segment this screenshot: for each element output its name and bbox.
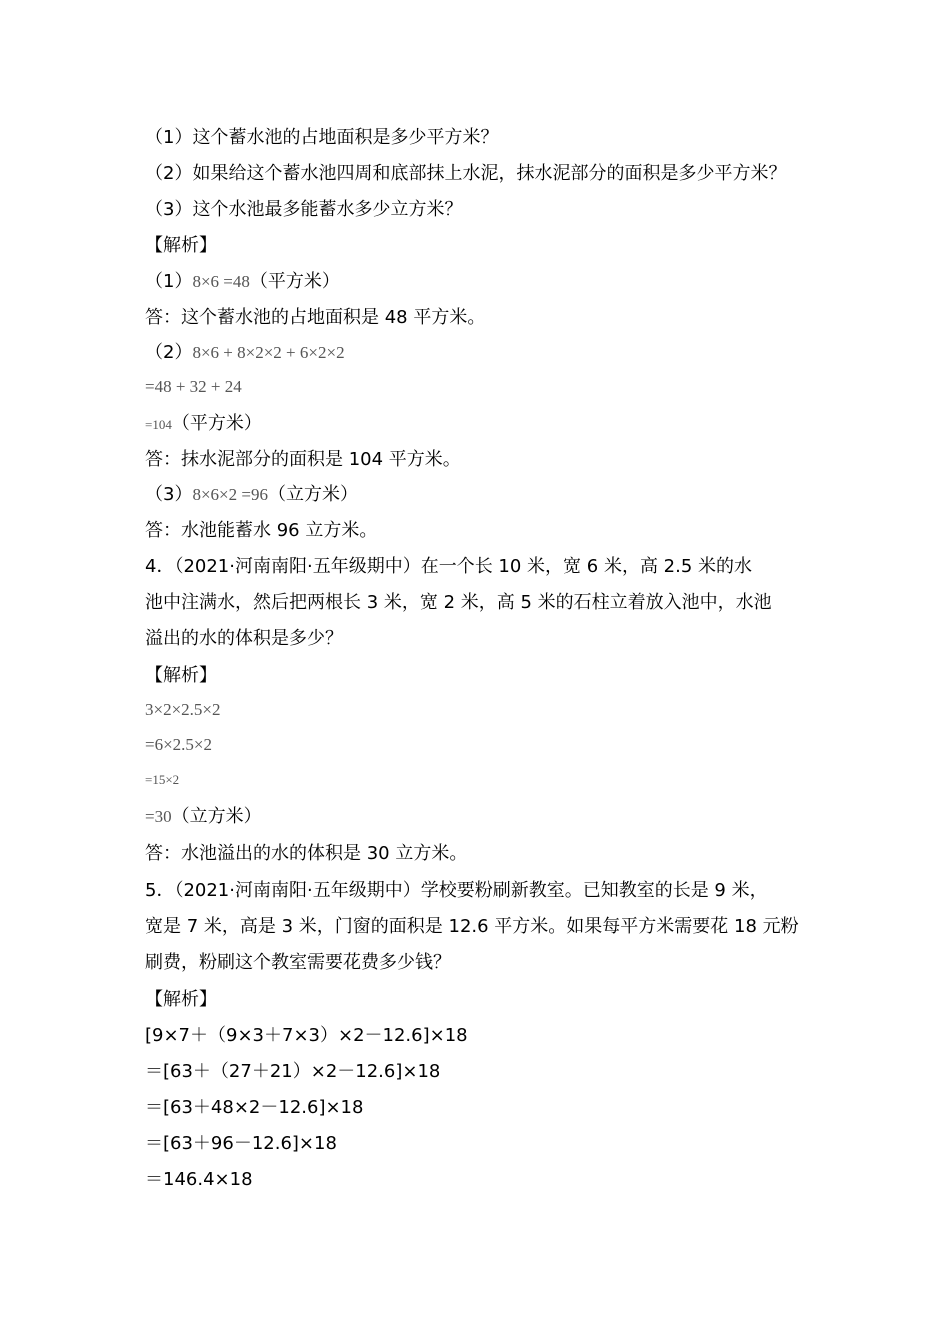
question-5-text: 宽是 7 米，高是 3 米，门窗的面积是 12.6 平方米。如果每平方米需要花 18 元粉 [145,916,799,937]
question-3-part-1: （1）这个蓄水池的占地面积是多少平方米？ [145,127,499,148]
part-label: （2） [145,342,193,363]
math-step: ＝[63＋（27＋21）×2－12.6]×18 [145,1061,441,1082]
part-label: （1） [145,271,193,292]
solution-heading: 【解析】 [145,235,217,256]
math-expression: =6×2.5×2 [145,735,213,754]
answer-part-1: 答：这个蓄水池的占地面积是 48 平方米。 [145,307,486,328]
math-step: ＝[63＋96－12.6]×18 [145,1133,337,1154]
solution-part-1 [145,265,340,299]
math-step: [9×7＋（9×3＋7×3）×2－12.6]×18 [145,1025,468,1046]
unit-label: （平方米） [171,413,262,434]
math-expression: =15×2 [145,772,180,787]
answer-part-2: 答：抹水泥部分的面积是 104 平方米。 [145,449,461,470]
question-4-text: 4．（2021·河南南阳·五年级期中）在一个长 10 米，宽 6 米，高 2.5 米的水 [145,556,753,577]
math-expression: 8×6×2 =96 [192,485,268,504]
math-step [145,370,242,404]
question-4-text: 池中注满水，然后把两根长 3 米，宽 2 米，高 5 米的石柱立着放入池中，水池 [145,592,772,613]
part-label: （3） [145,484,193,505]
math-step [145,407,262,441]
question-5-text: 刷费，粉刷这个教室需要花费多少钱？ [145,952,451,973]
math-expression: =104 [145,417,172,432]
math-step: ＝[63＋48×2－12.6]×18 [145,1097,364,1118]
math-step [145,800,262,834]
unit-label: （立方米） [267,484,358,505]
math-expression: 8×6 =48 [192,272,250,291]
math-step [145,728,212,762]
unit-label: （立方米） [171,806,262,827]
question-3-part-2: （2）如果给这个蓄水池四周和底部抹上水泥，抹水泥部分的面积是多少平方米？ [145,163,787,184]
math-step [145,762,179,796]
solution-part-2 [145,336,345,370]
answer-part-3: 答：水池能蓄水 96 立方米。 [145,520,378,541]
math-expression: 8×6 + 8×2×2 + 6×2×2 [192,343,345,362]
math-expression: 3×2×2.5×2 [145,700,221,719]
question-3-part-3: （3）这个水池最多能蓄水多少立方米？ [145,199,463,220]
unit-label: （平方米） [249,271,340,292]
math-expression: =48 + 32 + 24 [145,377,242,396]
solution-heading: 【解析】 [145,989,217,1010]
solution-part-3 [145,478,358,512]
math-step [145,693,221,727]
math-expression: =30 [145,807,172,826]
question-5-text: 5．（2021·河南南阳·五年级期中）学校要粉刷新教室。已知教室的长是 9 米， [145,880,768,901]
question-4-text: 溢出的水的体积是多少？ [145,628,343,649]
answer-question-4: 答：水池溢出的水的体积是 30 立方米。 [145,843,468,864]
solution-heading: 【解析】 [145,665,217,686]
math-step: ＝146.4×18 [145,1169,253,1190]
